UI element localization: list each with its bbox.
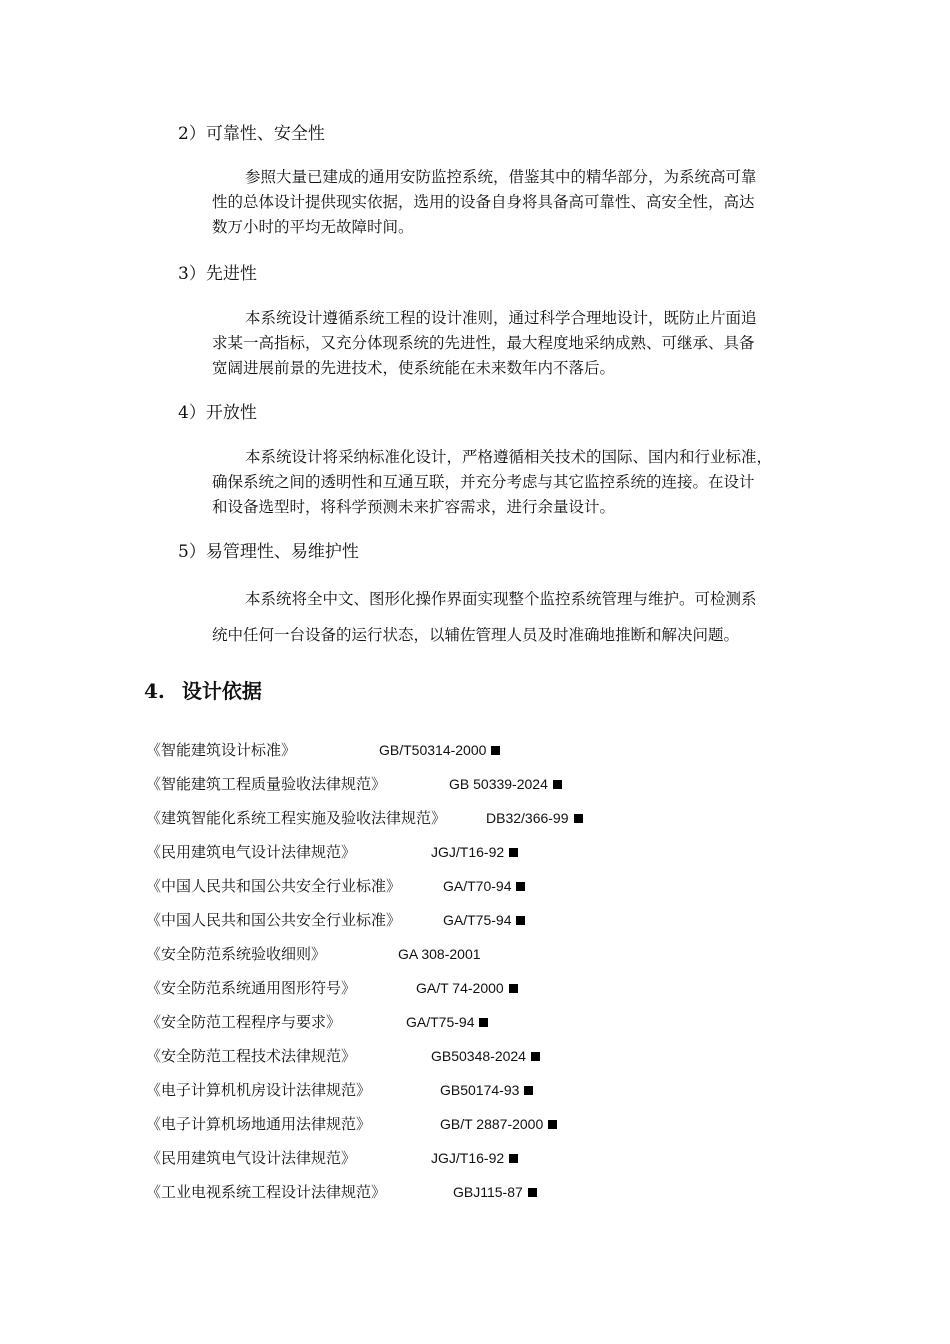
paragraph-line: 统中任何一台设备的运行状态，以辅佐管理人员及时准确地推断和解决问题。 (212, 626, 740, 644)
paragraph-line: 本系统设计遵循系统工程的设计准则，通过科学合理地设计，既防止片面追 (245, 309, 757, 327)
square-bullet-icon (531, 1052, 540, 1061)
section-number: 4. (144, 679, 165, 703)
square-bullet-icon (528, 1188, 537, 1197)
reference-code: GA/T75-94 (406, 1010, 488, 1034)
paragraph-line: 参照大量已建成的通用安防监控系统，借鉴其中的精华部分，为系统高可靠 (245, 168, 757, 186)
reference-name: 《中国人民共和国公共安全行业标准》 (146, 911, 402, 929)
square-bullet-icon (479, 1018, 488, 1027)
item-heading-openness: 4）开放性 (178, 403, 257, 423)
reference-name: 《民用建筑电气设计法律规范》 (146, 843, 357, 861)
item-heading-manageability: 5）易管理性、易维护性 (178, 542, 359, 562)
paragraph-line: 本系统将全中文、图形化操作界面实现整个监控系统管理与维护。可检测系 (245, 590, 757, 608)
paragraph-line: 和设备选型时，将科学预测未来扩容需求，进行余量设计。 (212, 498, 616, 516)
paragraph-line: 本系统设计将采纳标准化设计，严格遵循相关技术的国际、国内和行业标准， (245, 448, 773, 466)
reference-name: 《安全防范系统通用图形符号》 (146, 979, 357, 997)
reference-name: 《建筑智能化系统工程实施及验收法律规范》 (146, 809, 447, 827)
reference-name: 《安全防范系统验收细则》 (146, 945, 327, 963)
reference-code: GA/T70-94 (443, 874, 525, 898)
reference-name: 《电子计算机场地通用法律规范》 (146, 1115, 372, 1133)
reference-code: DB32/366-99 (486, 806, 583, 830)
paragraph-line: 宽阔进展前景的先进技术，使系统能在未来数年内不落后。 (212, 359, 616, 377)
item-paragraph-advanced (212, 306, 808, 381)
reference-name: 《民用建筑电气设计法律规范》 (146, 1149, 357, 1167)
reference-code: GB/T50314-2000 (379, 738, 500, 762)
item-paragraph-manageability (212, 587, 808, 648)
item-heading-reliability: 2）可靠性、安全性 (178, 124, 325, 144)
reference-name: 《智能建筑设计标准》 (146, 741, 297, 759)
reference-code: GA/T 74-2000 (416, 976, 518, 1000)
square-bullet-icon (574, 814, 583, 823)
square-bullet-icon (509, 848, 518, 857)
reference-name: 《智能建筑工程质量验收法律规范》 (146, 775, 387, 793)
paragraph-line: 性的总体设计提供现实依据，选用的设备自身将具备高可靠性、高安全性，高达 (212, 193, 755, 211)
item-paragraph-reliability (212, 165, 808, 240)
reference-code: GB/T 2887-2000 (440, 1112, 557, 1136)
reference-code: GBJ115-87 (453, 1180, 537, 1204)
square-bullet-icon (491, 746, 500, 755)
item-paragraph-openness (212, 445, 808, 520)
reference-code: GB50174-93 (440, 1078, 533, 1102)
section-heading (144, 677, 262, 705)
reference-name: 《电子计算机机房设计法律规范》 (146, 1081, 372, 1099)
paragraph-line: 求某一高指标，又充分体现系统的先进性，最大程度地采纳成熟、可继承、具备 (212, 334, 755, 352)
section-title: 设计依据 (181, 679, 262, 703)
reference-code: GA 308-2001 (398, 946, 481, 962)
square-bullet-icon (509, 1154, 518, 1163)
reference-name: 《安全防范工程技术法律规范》 (146, 1047, 357, 1065)
reference-code: JGJ/T16-92 (431, 840, 518, 864)
reference-code: GA/T75-94 (443, 908, 525, 932)
reference-name: 《安全防范工程程序与要求》 (146, 1013, 342, 1031)
square-bullet-icon (553, 780, 562, 789)
item-heading-advanced: 3）先进性 (178, 264, 257, 284)
square-bullet-icon (509, 984, 518, 993)
paragraph-line: 确保系统之间的透明性和互通互联，并充分考虑与其它监控系统的连接。在设计 (212, 473, 755, 491)
paragraph-line: 数万小时的平均无故障时间。 (212, 218, 414, 236)
reference-code: GB 50339-2024 (449, 772, 562, 796)
reference-name: 《工业电视系统工程设计法律规范》 (146, 1183, 387, 1201)
square-bullet-icon (516, 916, 525, 925)
reference-name: 《中国人民共和国公共安全行业标准》 (146, 877, 402, 895)
square-bullet-icon (548, 1120, 557, 1129)
reference-code: JGJ/T16-92 (431, 1146, 518, 1170)
reference-code: GB50348-2024 (431, 1044, 540, 1068)
square-bullet-icon (516, 882, 525, 891)
square-bullet-icon (524, 1086, 533, 1095)
